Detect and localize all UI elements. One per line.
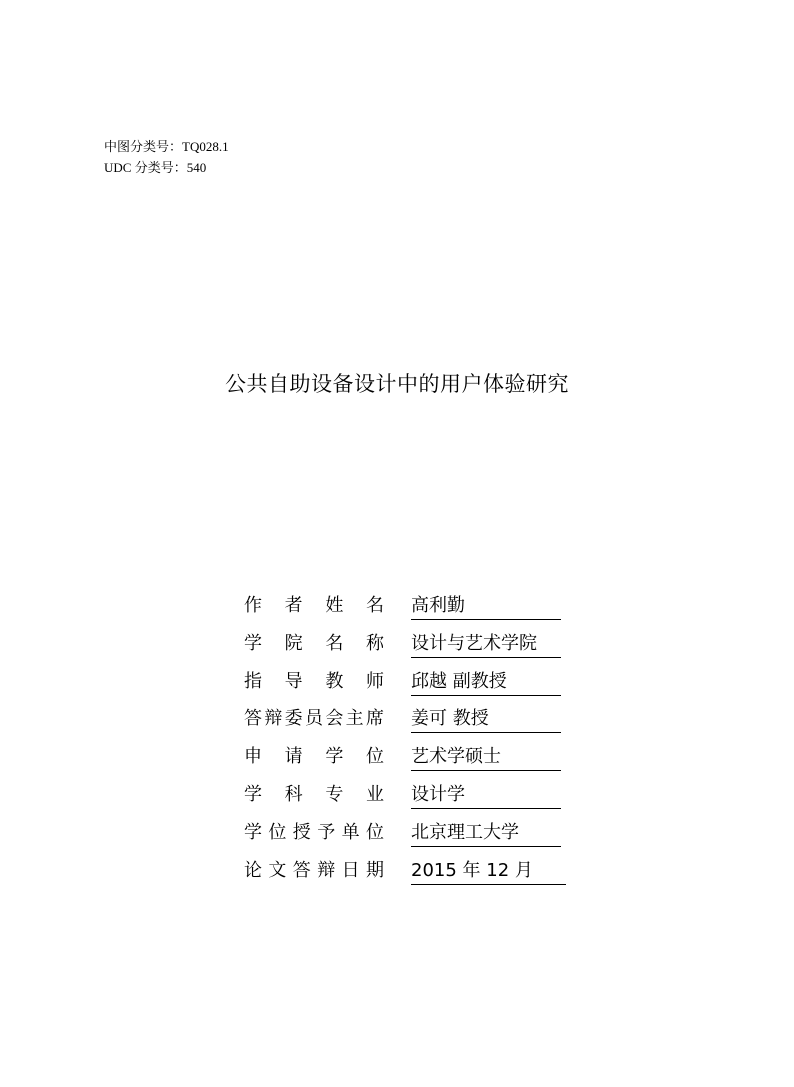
- committee-chair-value: 姜可 教授: [411, 705, 561, 733]
- degree-value: 艺术学硕士: [411, 743, 561, 771]
- major-label: 学科专业: [244, 783, 384, 805]
- defense-date-label: 论文答辩日期: [244, 859, 384, 881]
- clc-label: 中图分类号：: [104, 139, 183, 154]
- institution-label: 学位授予单位: [244, 821, 384, 843]
- advisor-value: 邱越 副教授: [411, 668, 561, 696]
- udc-number: [104, 157, 229, 178]
- clc-value: TQ028.1: [182, 139, 229, 154]
- author-value: 高利勤: [411, 592, 561, 620]
- udc-value: 540: [186, 160, 207, 175]
- college-value: 设计与艺术学院: [411, 630, 561, 658]
- defense-date-value: 2015 年 12 月: [411, 857, 566, 885]
- udc-label: UDC 分类号：: [104, 160, 187, 175]
- degree-label: 申请学位: [244, 746, 384, 768]
- institution-value: 北京理工大学: [411, 819, 561, 847]
- author-label: 作者姓名: [244, 595, 384, 616]
- advisor-label: 指导教师: [244, 670, 384, 692]
- college-label: 学院名称: [244, 632, 384, 654]
- classification-block: [104, 136, 229, 178]
- clc-number: [104, 136, 229, 157]
- committee-chair-label: 答辩委员会主席: [244, 708, 384, 730]
- major-value: 设计学: [411, 781, 561, 809]
- thesis-title: 公共自助设备设计中的用户体验研究: [225, 372, 569, 396]
